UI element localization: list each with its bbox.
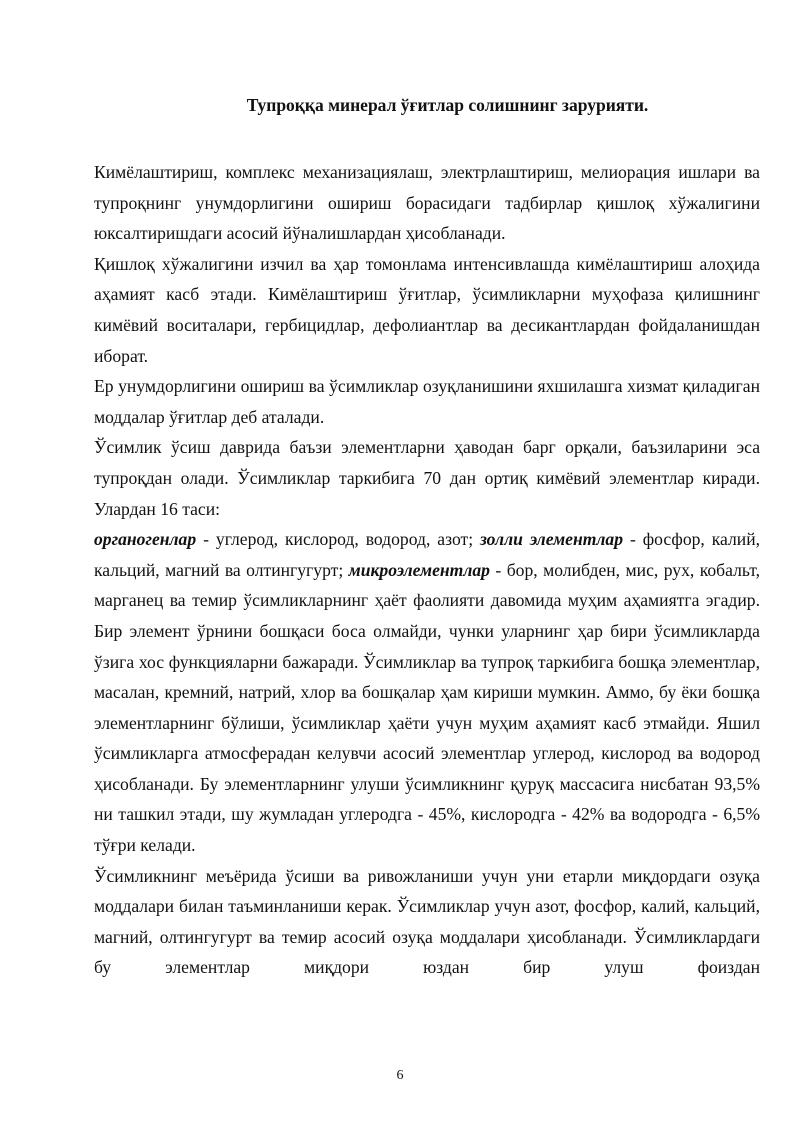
- microelements-text: - бор, молибден, мис, рух, кобальт, марганец ва темир ўсимликларнинг ҳаёт фаолияти давомида муҳим аҳамиятга эгадир. Бир элемент ўрнини бошқаси боса олмайди, чунки уларнинг ҳар бири ўсимликларда ўзига хос функцияларни бажаради. Ўсимликлар ва тупроқ таркибига бошқа элементлар, масалан, кремний, натрий, хлор ва бошқалар ҳам кириши мумкин. Аммо, бу ёки бошқа элементларнинг бўлиши, ўсимликлар ҳаёти учун муҳим аҳамият касб этмайди. Яшил ўсимликларга атмосферадан келувчи асосий элементлар углерод, кислород ва водород ҳисобланади. Бу элементларнинг улуши ўсимликнинг қуруқ массасига нисбатан 93,5% ни ташкил этади, шу жумладан углеродга - 45%, кислородга - 42% ва водородга - 6,5% тўғри келади.: [94, 559, 760, 856]
- page-title: Тупроққа минерал ўғитлар солишнинг зарурияти.: [246, 95, 649, 115]
- microelements-term: микроэлементлар: [348, 559, 490, 580]
- organogens-text: - углерод, кислород, водород, азот;: [196, 529, 481, 550]
- paragraph-4: Ўсимлик ўсиш даврида баъзи элементларни ҳаводан барг орқали, баъзиларини эса тупроқдан олади. Ўсимликлар таркибига 70 дан ортиқ кимёвий элементлар киради. Улардан 16 таси:: [94, 437, 760, 519]
- paragraph-3: Ер унумдорлигини ошириш ва ўсимликлар озуқланишини яхшилашга хизмат қиладиган моддалар ўғитлар деб аталади.: [94, 376, 760, 427]
- paragraph-elements: [94, 524, 760, 861]
- page-number: 6: [396, 1068, 404, 1083]
- paragraph-last: Ўсимликнинг меъёрида ўсиши ва ривожланиши учун уни етарли миқдордаги озуқа моддалари билан таъминланиши керак. Ўсимликлар учун азот, фосфор, калий, кальций, магний, олтингугурт ва темир асосий озуқа моддалари ҳисобланади. Ўсимликлардаги бу элементлар миқдори юздан бир улуш фоиздан: [94, 865, 760, 978]
- ash-elements-term: золли элементлар: [480, 529, 624, 550]
- paragraph-2: Қишлоқ хўжалигини изчил ва ҳар томонлама интенсивлашда кимёлаштириш алоҳида аҳамият касб этади. Кимёлаштириш ўғитлар, ўсимликларни муҳофаза қилишнинг кимёвий воситалари, гербицидлар, дефолиантлар ва десикантлардан фойдаланишдан иборат.: [94, 253, 760, 366]
- organogens-term: органогенлар: [94, 529, 197, 550]
- document-body: [94, 157, 760, 983]
- paragraph-1: Кимёлаштириш, комплекс механизациялаш, электрлаштириш, мелиорация ишлари ва тупроқнинг унумдорлигини ошириш борасидаги тадбирлар қишлоқ хўжалигини юксалтиришдаги асосий йўналишлардан ҳисобланади.: [94, 162, 760, 244]
- ash-elements-text: - фосфор, калий, кальций, магний ва олтингугурт;: [94, 529, 761, 580]
